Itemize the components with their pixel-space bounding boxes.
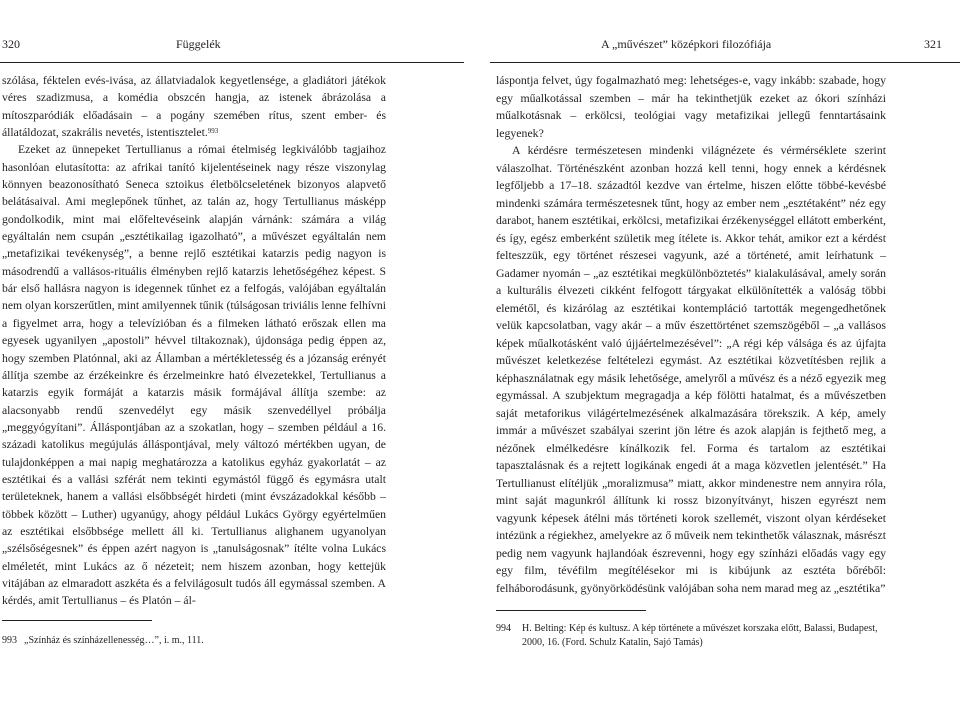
left-footnote-text: „Színház és színházellenesség…”, i. m., 111. xyxy=(24,635,204,646)
left-paragraph-1-text: szólása, féktelen evés-ivása, az állatviadalok kegyetlensége, a gladiátori játékok véres szadizmusa, a komédia obszcén hangja, az istenek ábrázolása a mítoszparódiák előadásain – a pogány szemében rítus, szent ember- és állatáldozat, szakrális nevetés, istentisztelet. xyxy=(2,74,386,140)
left-footnote xyxy=(2,634,386,648)
left-footnote-number: 993 xyxy=(2,635,17,646)
left-paragraph-2: Ezeket az ünnepeket Tertullianus a római ételmiség legkiválóbb tagjaihoz hasonlóan elutasította: az afrikai tanító kijelentéseinek nagy része viszonylag könnyen beazonosítható Seneca sztoikus életbölcseletének bizonyos alapvető belátásaival. Ami meglepőnek tűnhet, az talán az, hogy Tertullianus másképp gondolkodik, mint mai előfeltevéseink alapján várnánk: számára a világ egyáltalán nem csupán „esztétikailag igazolható”, a művészet egyáltalán nem „metafizikai tevékenység”, a benne rejlő esztétikai katarzis pedig nagyon is másodrendű a vallásos-rituális élményben rejlő katarzis lehetőségéhez képest. S bár első hallásra nagyon is idegennek tűnhet ez a felfogás, valójában egyáltalán nem olyan korszerűtlen, mint amilyennek tűnik (túlságosan triviális lenne felhívni a figyelmet arra, hogy a televízióban és a filmeken látható erőszak ellen ma egyesek ugyanilyen „apostoli” hévvel tiltakoznak), újdonsága pedig éppen az, hogy szemben Platónnal, aki az Államban a mértékletesség és a józanság erényét állítja szembe az érzékeinkre és érzelmeinkre ható élvezetekkel, Tertullianus a katarzis egyik formáját a katarzis másik formájával állítja szembe: az alacsonyabb rendű szenvedélyt egy másik szenvedéllyel próbálja „meggyógyítani”. Álláspontjában az a szokatlan, hogy – szemben például a 16. századi katolikus megújulás álláspontjával, mely változó mértékben ugyan, de tulajdonképpen a mai napig meghatározza a katolikus egyház gyakorlatát – az esztétikai és a vallási szférát nem tekinti egymástól függő és egymásra utalt területeknek, hanem a vallási elsőbbségét hirdeti (mint évszázadokkal később – többek között – Luther) ugyanúgy, ahogy például Lukács György egyértelműen az esztétikai elsőbbsége mellett áll ki. Tertullianus alighanem ugyanolyan „szélsőségesnek” és éppen azért nagyon is „tanulságosnak” ítélte volna Lukács elméletét, mint Lukács az ő nézeteit; nem hiszem azonban, hogy kettejük vitájában az elmaradott aszkéta és a felvilágosult tudós áll egymással szemben. A kérdés, amit Tertullianus – és Platón – ál- xyxy=(2,143,386,608)
left-page-number: 320 xyxy=(2,37,20,51)
right-header-rule xyxy=(490,62,960,63)
left-running-title: Függelék xyxy=(176,37,221,51)
right-paragraph-2 xyxy=(496,142,886,597)
left-paragraph-1 xyxy=(2,72,386,141)
right-paragraph-2-text: A kérdésre természetesen mindenki világnézete és vérmérséklete szerint válaszolhat. Történészként azonban hozzá kell tenni, hogy ennek a kérdésnek legfőljebb a 17–18. századtól kezdve van értelme, hiszen előtte többé-kevésbé mindenki számára természetesnek tűnt, hogy az ember nem „esztétaként” néz egy darabot, hanem esztétikai, erkölcsi, metafizikai érzékenységgel ellátott emberként, és így, egész emberként születik meg ítélete is. Akkor tehát, amikor ezt a kérdést felteszzük, egy történet részesei vagyunk, azé a történeté, amit leírhatunk – Gadamer nyomán – „az esztétikai megkülönböztetés” kialakulásával, amely során a kulturális élvezeti cikként felfogott tárgyakat elkülönítették a valóság többi elemétől, és kizárólag az esztétikai kontempláció tartották megengedhetőnek velük kapcsolatban, vagy akár – a műv észettörténet szemszögéből – „a vallásos képek műalkotásként való újjáértelmezésével”: „A régi kép válsága és az újfajta művészet keletkezése feltételezi egymást. Az esztétikai közvetítésben rejlik a képhasználatnak egy másik lehetősége, amelyről a művész és a néző egyezik meg egymással. A szubjektum megragadja a kép fölötti hatalmat, és a művészetben saját metaforikus világértelmezésének alkalmazására törekszik. A kép, amely immár a művészet szabályai szerint jön létre és azok alapján is fejthető meg, a nézőnek elmélkedésre kínálkozik fel. Forma és tartalom az esztétikai tapasztalásnak és a rejtett logikának engedi át a maga közvetlen jelentését.” Ha Tertullianust elítéljük „moralizmusa” miatt, akkor mindenestre nem annyira róla, mint saját magunkról állítunk ki rossz bizonyítványt, hiszen egyrészt nem vagyunk képesek átélni más történeti korok szellemét, viszont olyan kérdéseket intézünk a régiekhez, amelyekre az ő műveik nem tekinthetők válasznak, másrészt pedig nem vagyunk hajlandóak észrevenni, hogy egy színházi előadás vagy egy egy film, tévéfilm megítélésekor mi is kibújunk az esztéta bőréből: felháborodásunk, gyönyörködésünk valójában soha nem marad meg az „esztétika” xyxy=(496,143,886,595)
left-body-text xyxy=(2,72,386,610)
right-running-title: A „művészet” középkori filozófiája xyxy=(601,37,772,51)
right-footnote-text: H. Belting: Kép és kultusz. A kép története a művészet korszaka előtt, Balassi, Budapest, 2000, 16. (Ford. Schulz Katalin, Sajó Tamás) xyxy=(522,623,878,648)
right-body-text xyxy=(496,72,886,597)
right-paragraph-1: láspontja felvet, úgy fogalmazható meg: lehetséges-e, vagy inkább: szabade, hogy egy műalkotással szemben – már ha tekinthetjük ezeket az ókori színházi műalkotásnak – erkölcsi, teológiai vagy metafizikai jellegű fenntartásaink legyenek? xyxy=(496,73,886,140)
right-footnote-rule xyxy=(496,610,646,611)
left-footnote-rule xyxy=(2,620,152,621)
footnote-ref-993[interactable]: 993 xyxy=(207,127,219,136)
right-page xyxy=(480,0,960,724)
left-header-rule xyxy=(0,62,464,63)
right-footnote xyxy=(496,622,888,650)
right-footnote-number: 994 xyxy=(496,623,511,634)
right-page-number: 321 xyxy=(924,37,942,51)
